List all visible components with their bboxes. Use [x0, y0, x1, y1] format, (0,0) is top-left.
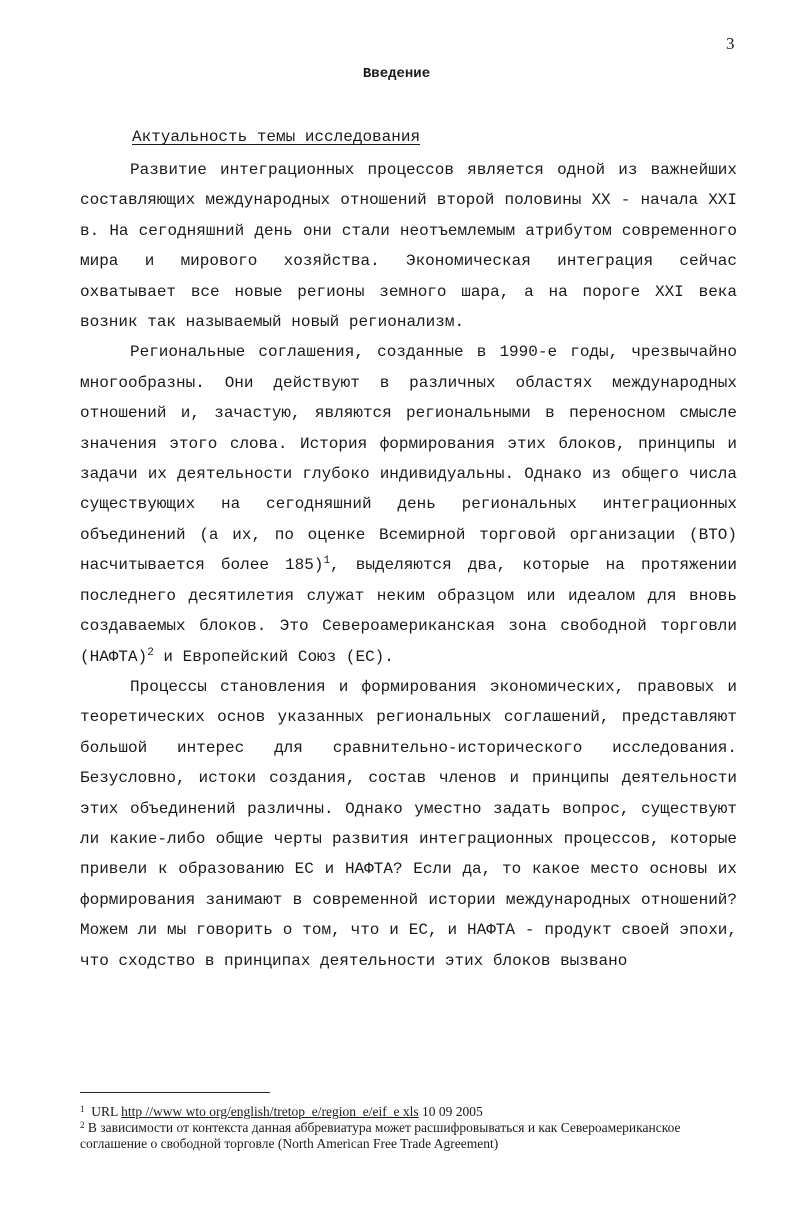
- footnote-divider: [80, 1092, 270, 1093]
- section-title: Актуальность темы исследования: [132, 128, 421, 146]
- footnote-1-label: URL: [91, 1104, 118, 1119]
- footnote-2-marker: 2: [80, 1120, 85, 1130]
- footnote-1-date: 10 09 2005: [421, 1104, 483, 1119]
- page-heading: Введение: [362, 66, 431, 82]
- body-text: [80, 155, 737, 976]
- paragraph-1: Развитие интеграционных процессов является одной из важнейших составляющих международных отношений второй половины XX - начала XXI в. На сегодняшний день они стали неотъемлемым атрибутом современного мира и мирового хозяйства. Экономическая интеграция сейчас охватывает все новые регионы земного шара, а на пороге XXI века возник так называемый новый регионализм.: [80, 161, 737, 332]
- paragraph-2-part-3: и Европейский Союз (ЕС).: [153, 647, 394, 666]
- footnote-ref-1: 1: [323, 555, 331, 568]
- paragraph-2: [80, 337, 737, 671]
- footnote-1-url[interactable]: http //www wto org/english/tretop_e/region_e/eif_e xls: [121, 1104, 419, 1119]
- footnote-1: [80, 1104, 740, 1120]
- footnote-2-continuation: соглашение о свободной торговле (North American Free Trade Agreement): [80, 1136, 499, 1151]
- footnote-2: [80, 1120, 740, 1136]
- footnote-1-marker: 1: [80, 1104, 85, 1114]
- paragraph-2-part-1: Региональные соглашения, созданные в 1990-е годы, чрезвычайно многообразны. Они действуют в различных областях международных отношений и, зачастую, являются региональными в переносном смысле значения этого слова. История формирования этих блоков, принципы и задачи их деятельности глубоко индивидуальны. Однако из общего числа существующих на сегодняшний день региональных интеграционных объединений (а их, по оценке Всемирной торговой организации (ВТО) насчитывается более 185): [80, 343, 737, 575]
- paragraph-3: Процессы становления и формирования экономических, правовых и теоретических основ указанных региональных соглашений, представляют большой интерес для сравнительно-исторического исследования. Безусловно, истоки создания, состав членов и принципы деятельности этих объединений различны. Однако уместно задать вопрос, существуют ли какие-либо общие черты развития интеграционных процессов, которые привели к образованию ЕС и НАФТА? Если да, то какое место основы их формирования занимают в современной истории международных отношений? Можем ли мы говорить о том, что и ЕС, и НАФТА - продукт своей эпохи, что сходство в принципах деятельности этих блоков вызвано: [80, 677, 737, 970]
- footnotes: [80, 1104, 740, 1152]
- paragraph-2-part-2: , выделяются два, которые на протяжении последнего десятилетия служат неким образцом или идеалом для вновь создаваемых блоков. Это Североамериканская зона свободной торговли (НАФТА): [80, 556, 737, 666]
- page-number: 3: [726, 34, 735, 53]
- footnote-2-line-1: В зависимости от контекста данная аббревиатура может расшифровываться и как Североамериканское: [87, 1120, 681, 1135]
- footnote-ref-2: 2: [147, 646, 154, 659]
